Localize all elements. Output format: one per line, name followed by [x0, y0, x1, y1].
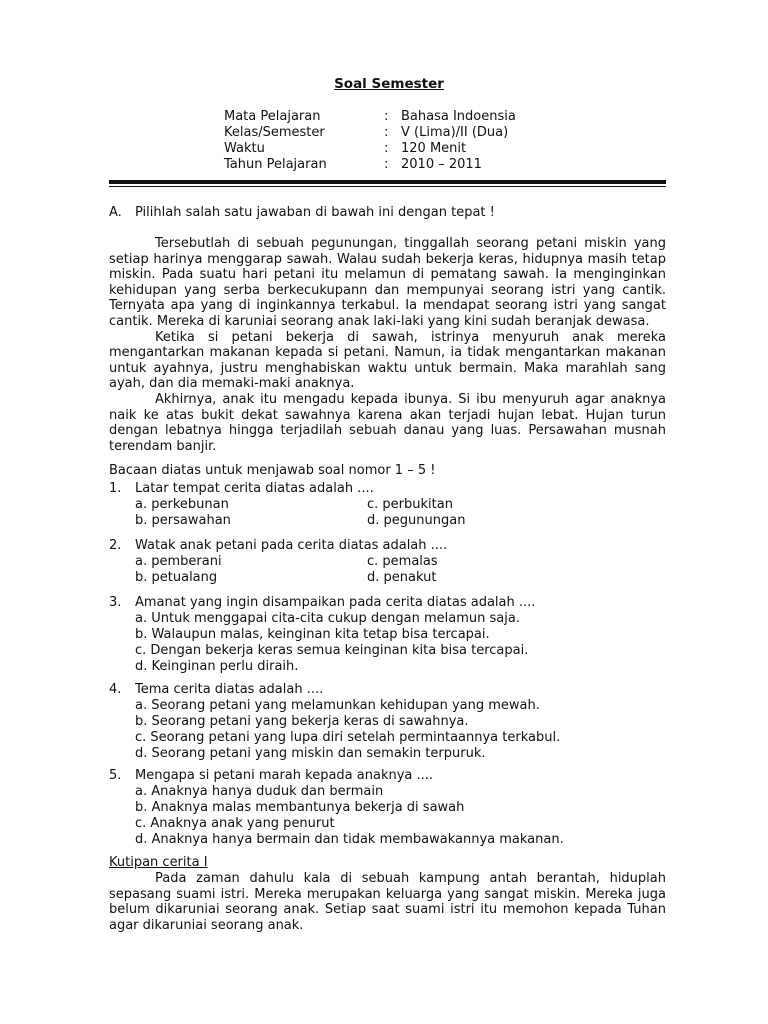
option-a: a. perkebunan	[135, 497, 229, 512]
option-d: d. penakut	[367, 570, 437, 585]
option-a: a. Seorang petani yang melamunkan kehidupan yang mewah.	[135, 698, 540, 713]
option-c: c. pemalas	[367, 554, 438, 569]
option-b: b. Anaknya malas membantunya bekerja di sawah	[135, 800, 465, 815]
question-text: Amanat yang ingin disampaikan pada cerita diatas adalah ....	[135, 595, 536, 610]
info-colon: :	[384, 125, 389, 140]
document-title: Soal Semester	[334, 76, 444, 92]
info-label: Waktu	[224, 141, 265, 156]
question-number: 1.	[109, 481, 122, 496]
question-number: 5.	[109, 768, 122, 783]
question-text: Tema cerita diatas adalah ....	[135, 682, 324, 697]
question-prompt: Bacaan diatas untuk menjawab soal nomor 1 – 5 !	[109, 463, 436, 478]
header-divider-thick	[109, 180, 666, 184]
info-value: V (Lima)/II (Dua)	[401, 125, 509, 140]
info-row-year	[224, 157, 584, 173]
info-label: Kelas/Semester	[224, 125, 325, 140]
header-divider-thin	[109, 186, 666, 187]
question-number: 4.	[109, 682, 122, 697]
question-text: Watak anak petani pada cerita diatas adalah ....	[135, 538, 448, 553]
option-c: c. Anaknya anak yang penurut	[135, 816, 335, 831]
question-text: Mengapa si petani marah kepada anaknya ....	[135, 768, 434, 783]
info-value: 2010 – 2011	[401, 157, 482, 172]
question-4	[109, 682, 666, 762]
question-text: Latar tempat cerita diatas adalah ....	[135, 481, 374, 496]
section-letter: A.	[109, 205, 122, 220]
info-colon: :	[384, 109, 389, 124]
question-1	[109, 481, 666, 529]
option-b: b. Seorang petani yang bekerja keras di sawahnya.	[135, 714, 469, 729]
info-row-class	[224, 125, 584, 141]
section-instruction: Pilihlah salah satu jawaban di bawah ini dengan tepat !	[135, 205, 495, 220]
passage-paragraph: Ketika si petani bekerja di sawah, istrinya menyuruh anak mereka mengantarkan makanan kepada si petani. Namun, ia tidak mengantarkan makanan untuk ayahnya, justru menghabiskan waktu untuk bermain. Maka marahlah sang ayah, dan dia memaki-maki anaknya.	[109, 329, 666, 392]
section-a-heading	[109, 205, 669, 221]
passage-paragraph: Akhirnya, anak itu mengadu kepada ibunya. Si ibu menyuruh agar anaknya naik ke atas bukit dekat sawahnya karena akan terjadi hujan lebat. Hujan turun dengan lebatnya hingga terjadilah sebuah danau yang luas. Persawahan musnah terendam banjir.	[109, 391, 666, 454]
option-b: b. Walaupun malas, keinginan kita tetap bisa tercapai.	[135, 627, 490, 642]
question-number: 3.	[109, 595, 122, 610]
option-d: d. Anaknya hanya bermain dan tidak membawakannya makanan.	[135, 832, 564, 847]
option-c: c. perbukitan	[367, 497, 453, 512]
option-c: c. Dengan bekerja keras semua keinginan kita bisa tercapai.	[135, 643, 529, 658]
info-colon: :	[384, 157, 389, 172]
info-colon: :	[384, 141, 389, 156]
question-3	[109, 595, 666, 675]
info-row-subject	[224, 109, 584, 125]
info-value: Bahasa Indoensia	[401, 109, 516, 124]
info-block	[224, 109, 584, 173]
info-label: Mata Pelajaran	[224, 109, 321, 124]
excerpt-paragraph: Pada zaman dahulu kala di sebuah kampung antah berantah, hiduplah sepasang suami istri. Mereka merupakan keluarga yang sangat miskin. Mereka juga belum dikaruniai seorang anak. Setiap saat suami istri itu memohon kepada Tuhan agar dikaruniai seorang anak.	[109, 871, 666, 933]
option-a: a. Untuk menggapai cita-cita cukup dengan melamun saja.	[135, 611, 520, 626]
option-d: d. pegunungan	[367, 513, 466, 528]
info-row-time	[224, 141, 584, 157]
excerpt-passage	[109, 871, 666, 933]
option-a: a. Anaknya hanya duduk dan bermain	[135, 784, 384, 799]
option-b: b. petualang	[135, 570, 218, 585]
info-value: 120 Menit	[401, 141, 467, 156]
passage-paragraph: Tersebutlah di sebuah pegunungan, tinggallah seorang petani miskin yang setiap harinya menggarap sawah. Walau sudah bekerja keras, hidupnya masih tetap miskin. Pada suatu hari petani itu melamun di pematang sawah. Ia menginginkan kehidupan yang serba berkecukupann dan mempunyai seorang istri yang cantik. Ternyata apa yang di inginkannya terkabul. Ia mendapat seorang istri yang sangat cantik. Mereka di karuniai seorang anak laki-laki yang kini sudah beranjak dewasa.	[109, 236, 666, 329]
question-5	[109, 768, 666, 848]
option-d: d. Seorang petani yang miskin dan semakin terpuruk.	[135, 746, 486, 761]
info-label: Tahun Pelajaran	[224, 157, 327, 172]
option-c: c. Seorang petani yang lupa diri setelah permintaannya terkabul.	[135, 730, 561, 745]
option-d: d. Keinginan perlu diraih.	[135, 659, 299, 674]
option-b: b. persawahan	[135, 513, 231, 528]
question-number: 2.	[109, 538, 122, 553]
excerpt-title: Kutipan cerita I	[109, 855, 208, 870]
question-2	[109, 538, 666, 586]
option-a: a. pemberani	[135, 554, 222, 569]
reading-passage	[109, 236, 666, 454]
